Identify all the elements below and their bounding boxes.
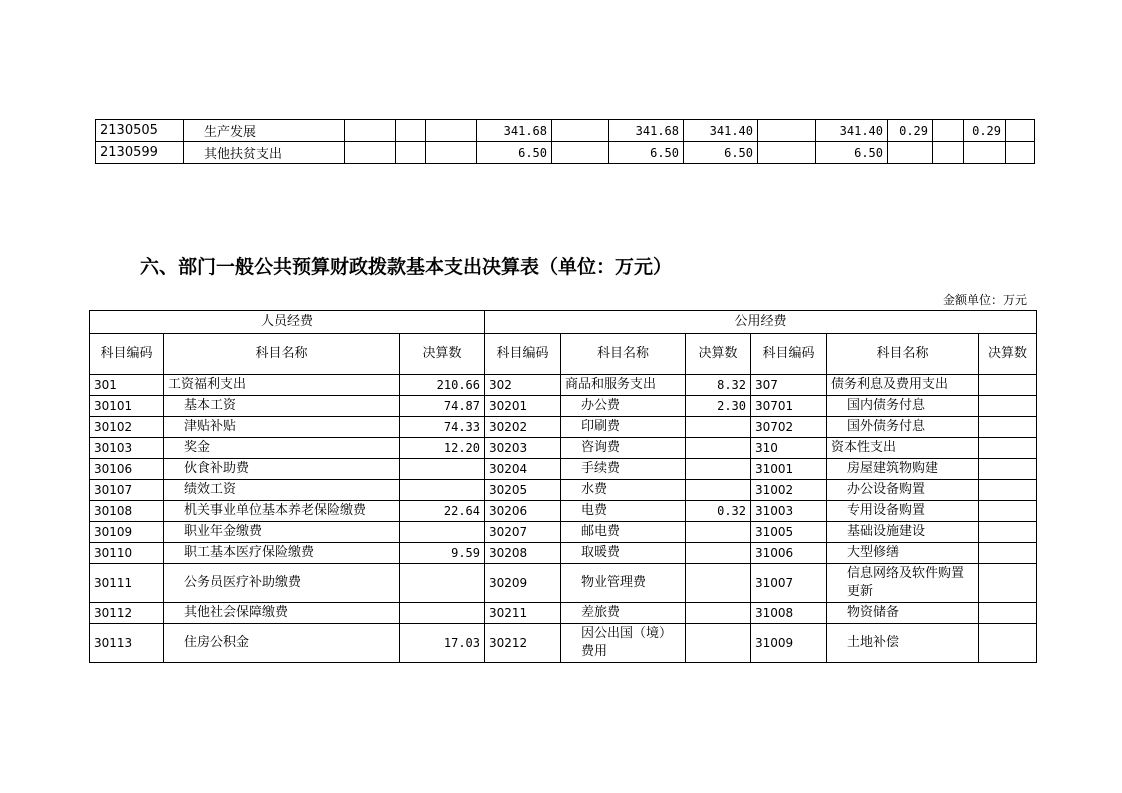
cell-code: 2130505: [96, 120, 184, 142]
header-code: 科目编码: [485, 334, 561, 375]
cell-code: 30102: [90, 417, 164, 438]
basic-expenditure-table: [89, 310, 1037, 663]
cell-name: 其他社会保障缴费: [164, 603, 400, 624]
cell-value: [345, 142, 396, 164]
cell-code: 30111: [90, 564, 164, 603]
cell-amount: 22.64: [400, 501, 485, 522]
cell-amount: [979, 396, 1037, 417]
cell-name: 水费: [561, 480, 686, 501]
table-row: [96, 120, 1035, 142]
cell-code: 31005: [751, 522, 827, 543]
cell-name: 国外债务付息: [827, 417, 979, 438]
cell-name: 邮电费: [561, 522, 686, 543]
table-row: [90, 375, 1037, 396]
cell-code: 30208: [485, 543, 561, 564]
section-title: 六、部门一般公共预算财政拨款基本支出决算表（单位：万元）: [140, 256, 673, 278]
table-row: [90, 480, 1037, 501]
header-name: 科目名称: [827, 334, 979, 375]
cell-name: 生产发展: [184, 120, 345, 142]
cell-amount: [686, 417, 751, 438]
cell-value: 6.50: [816, 142, 888, 164]
cell-code: 31003: [751, 501, 827, 522]
cell-value: 341.68: [609, 120, 684, 142]
cell-code: 30107: [90, 480, 164, 501]
cell-code: 31008: [751, 603, 827, 624]
cell-name: 房屋建筑物购建: [827, 459, 979, 480]
cell-value: [396, 120, 426, 142]
cell-amount: [979, 375, 1037, 396]
cell-value: 341.40: [684, 120, 758, 142]
cell-code: 310: [751, 438, 827, 459]
cell-value: 6.50: [477, 142, 552, 164]
cell-amount: 210.66: [400, 375, 485, 396]
cell-name: 公务员医疗补助缴费: [164, 564, 400, 603]
cell-value: 6.50: [609, 142, 684, 164]
cell-code: 30702: [751, 417, 827, 438]
cell-code: 30201: [485, 396, 561, 417]
cell-name: 办公费: [561, 396, 686, 417]
cell-value: [426, 120, 477, 142]
cell-code: 30108: [90, 501, 164, 522]
cell-amount: [979, 624, 1037, 663]
cell-code: 30112: [90, 603, 164, 624]
cell-name: 伙食补助费: [164, 459, 400, 480]
cell-amount: [979, 480, 1037, 501]
cell-amount: [686, 522, 751, 543]
header-amount: 决算数: [979, 334, 1037, 375]
cell-value: [964, 142, 1006, 164]
cell-code: 307: [751, 375, 827, 396]
cell-amount: [979, 564, 1037, 603]
cell-name: 基础设施建设: [827, 522, 979, 543]
header-code: 科目编码: [90, 334, 164, 375]
cell-code: 30211: [485, 603, 561, 624]
cell-value: [933, 142, 964, 164]
cell-code: 30207: [485, 522, 561, 543]
cell-value: 6.50: [684, 142, 758, 164]
cell-amount: [686, 624, 751, 663]
cell-name: 奖金: [164, 438, 400, 459]
cell-name: 资本性支出: [827, 438, 979, 459]
cell-name: 商品和服务支出: [561, 375, 686, 396]
table-row: [96, 142, 1035, 164]
cell-amount: 74.33: [400, 417, 485, 438]
cell-value: 341.40: [816, 120, 888, 142]
cell-code: 30109: [90, 522, 164, 543]
header-amount: 决算数: [400, 334, 485, 375]
continuation-table: [95, 119, 1035, 164]
table-row: [90, 417, 1037, 438]
cell-name: 印刷费: [561, 417, 686, 438]
main-table-body: [90, 311, 1037, 663]
cell-name: 物资储备: [827, 603, 979, 624]
cell-value: [396, 142, 426, 164]
cell-value: 0.29: [964, 120, 1006, 142]
cell-amount: [400, 564, 485, 603]
cell-amount: [979, 459, 1037, 480]
cell-name: 办公设备购置: [827, 480, 979, 501]
cell-name: 绩效工资: [164, 480, 400, 501]
group-header-public: 公用经费: [485, 311, 1037, 334]
cell-code: 31007: [751, 564, 827, 603]
cell-code: 30106: [90, 459, 164, 480]
cell-code: 31009: [751, 624, 827, 663]
cell-code: 30209: [485, 564, 561, 603]
cell-name: 因公出国（境）费用: [561, 624, 686, 663]
cell-amount: [979, 438, 1037, 459]
cell-code: 30206: [485, 501, 561, 522]
cell-name: 差旅费: [561, 603, 686, 624]
cell-code: 30101: [90, 396, 164, 417]
cell-amount: 74.87: [400, 396, 485, 417]
continuation-table-body: [96, 120, 1035, 164]
cell-amount: [686, 459, 751, 480]
cell-amount: 12.20: [400, 438, 485, 459]
cell-amount: [400, 603, 485, 624]
cell-name: 土地补偿: [827, 624, 979, 663]
table-row: [90, 624, 1037, 663]
cell-value: [345, 120, 396, 142]
table-row: [90, 459, 1037, 480]
cell-amount: [686, 480, 751, 501]
cell-value: [758, 120, 816, 142]
cell-name: 职工基本医疗保险缴费: [164, 543, 400, 564]
cell-code: 302: [485, 375, 561, 396]
cell-amount: 2.30: [686, 396, 751, 417]
cell-name: 专用设备购置: [827, 501, 979, 522]
cell-code: 31002: [751, 480, 827, 501]
cell-code: 2130599: [96, 142, 184, 164]
cell-name: 津贴补贴: [164, 417, 400, 438]
cell-amount: [400, 459, 485, 480]
cell-name: 住房公积金: [164, 624, 400, 663]
cell-code: 301: [90, 375, 164, 396]
cell-amount: 0.32: [686, 501, 751, 522]
cell-amount: 8.32: [686, 375, 751, 396]
cell-name: 职业年金缴费: [164, 522, 400, 543]
cell-value: [552, 142, 609, 164]
header-code: 科目编码: [751, 334, 827, 375]
cell-value: [426, 142, 477, 164]
table-row: [90, 501, 1037, 522]
cell-code: 30204: [485, 459, 561, 480]
cell-amount: [400, 480, 485, 501]
cell-amount: [686, 603, 751, 624]
column-header-row: [90, 334, 1037, 375]
cell-code: 30203: [485, 438, 561, 459]
cell-code: 30113: [90, 624, 164, 663]
cell-name: 其他扶贫支出: [184, 142, 345, 164]
cell-name: 债务利息及费用支出: [827, 375, 979, 396]
table-row: [90, 522, 1037, 543]
cell-amount: [979, 501, 1037, 522]
table-row: [90, 564, 1037, 603]
header-name: 科目名称: [164, 334, 400, 375]
table-row: [90, 396, 1037, 417]
group-header-row: [90, 311, 1037, 334]
group-header-personnel: 人员经费: [90, 311, 485, 334]
cell-amount: [979, 522, 1037, 543]
cell-value: [758, 142, 816, 164]
header-name: 科目名称: [561, 334, 686, 375]
cell-value: [933, 120, 964, 142]
cell-code: 30205: [485, 480, 561, 501]
unit-note: 金额单位：万元: [942, 293, 1027, 307]
cell-name: 基本工资: [164, 396, 400, 417]
cell-code: 31001: [751, 459, 827, 480]
cell-name: 工资福利支出: [164, 375, 400, 396]
cell-name: 电费: [561, 501, 686, 522]
cell-name: 手续费: [561, 459, 686, 480]
cell-amount: [979, 417, 1037, 438]
cell-code: 30202: [485, 417, 561, 438]
table-row: [90, 438, 1037, 459]
cell-amount: 17.03: [400, 624, 485, 663]
cell-amount: [686, 438, 751, 459]
cell-amount: [686, 543, 751, 564]
cell-code: 30701: [751, 396, 827, 417]
cell-amount: [979, 603, 1037, 624]
cell-name: 机关事业单位基本养老保险缴费: [164, 501, 400, 522]
cell-amount: 9.59: [400, 543, 485, 564]
cell-amount: [400, 522, 485, 543]
cell-name: 信息网络及软件购置更新: [827, 564, 979, 603]
cell-name: 国内债务付息: [827, 396, 979, 417]
table-row: [90, 603, 1037, 624]
cell-value: [552, 120, 609, 142]
cell-value: 341.68: [477, 120, 552, 142]
cell-code: 31006: [751, 543, 827, 564]
cell-name: 取暖费: [561, 543, 686, 564]
cell-code: 30212: [485, 624, 561, 663]
cell-code: 30110: [90, 543, 164, 564]
cell-name: 咨询费: [561, 438, 686, 459]
cell-value: [888, 142, 933, 164]
cell-code: 30103: [90, 438, 164, 459]
cell-name: 物业管理费: [561, 564, 686, 603]
cell-value: [1006, 142, 1035, 164]
header-amount: 决算数: [686, 334, 751, 375]
cell-value: [1006, 120, 1035, 142]
table-row: [90, 543, 1037, 564]
cell-amount: [979, 543, 1037, 564]
cell-amount: [686, 564, 751, 603]
cell-value: 0.29: [888, 120, 933, 142]
cell-name: 大型修缮: [827, 543, 979, 564]
